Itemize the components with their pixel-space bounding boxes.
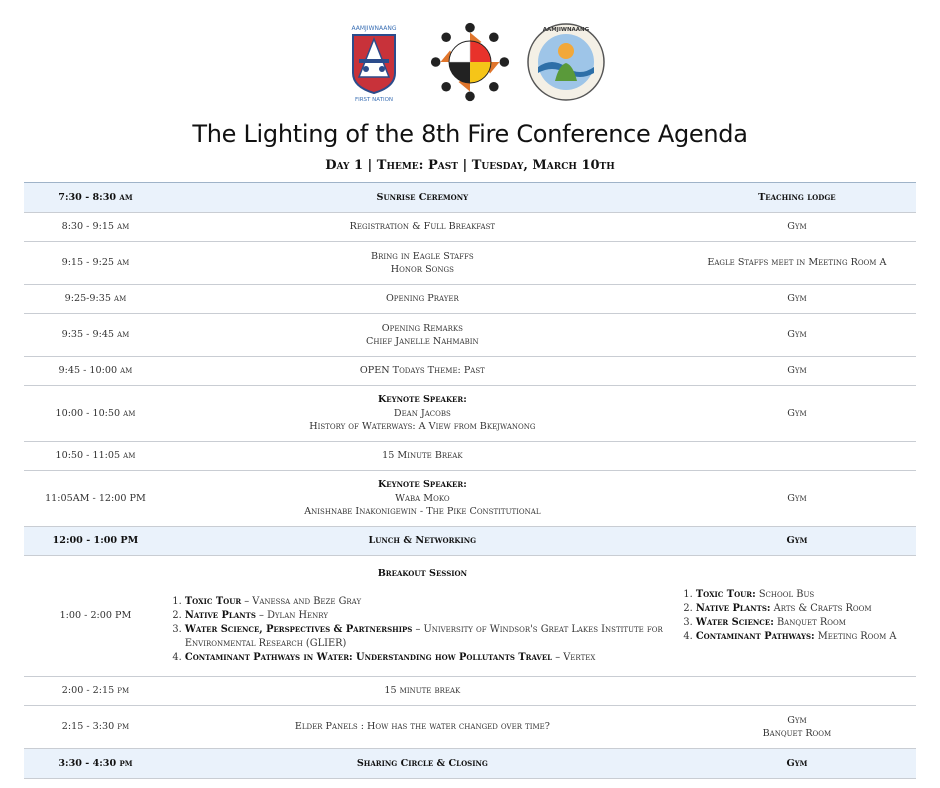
event-line: Bring in Eagle Staffs xyxy=(371,250,474,262)
agenda-row xyxy=(24,471,916,527)
agenda-row xyxy=(24,314,916,357)
time-cell: 8:30 - 9:15 am xyxy=(24,213,167,242)
keynote-label: Keynote Speaker: xyxy=(377,479,467,491)
time-cell: 1:00 - 2:00 PM xyxy=(24,556,167,677)
breakout-list xyxy=(171,595,674,665)
talk-title: Anishnabe Inakonigewin - The Pike Constitutional xyxy=(304,506,541,518)
time-cell: 9:25-9:35 am xyxy=(24,285,167,314)
time-cell: 9:15 - 9:25 am xyxy=(24,242,167,285)
event-cell: Sharing Circle & Closing xyxy=(167,749,678,779)
location-cell: Gym xyxy=(678,314,916,357)
location-cell: Gym xyxy=(678,285,916,314)
logo-bar xyxy=(0,18,940,106)
event-cell: OPEN Todays Theme: Past xyxy=(167,357,678,386)
event-cell: Registration & Full Breakfast xyxy=(167,213,678,242)
location-cell xyxy=(678,706,916,749)
agenda-row xyxy=(24,357,916,386)
event-cell: 15 minute break xyxy=(167,677,678,706)
agenda-row xyxy=(24,183,916,213)
breakout-item: 1. Toxic Tour – Vanessa and Beze Gray xyxy=(185,595,674,609)
event-cell: Elder Panels : How has the water changed over time? xyxy=(167,706,678,749)
location-line: Banquet Room xyxy=(762,728,832,739)
keynote-label: Keynote Speaker: xyxy=(377,394,467,406)
breakout-location-item: 3. Water Science: Banquet Room xyxy=(696,616,912,630)
svg-text:AAMJIWNAANG: AAMJIWNAANG xyxy=(542,27,590,33)
location-cell: Gym xyxy=(678,213,916,242)
speaker-name: Dean Jacobs xyxy=(393,407,451,419)
location-cell: Eagle Staffs meet in Meeting Room A xyxy=(678,242,916,285)
location-cell xyxy=(678,442,916,471)
time-cell: 7:30 - 8:30 am xyxy=(24,183,167,213)
speaker-name: Waba Moko xyxy=(395,492,450,504)
event-cell xyxy=(167,242,678,285)
location-cell: Gym xyxy=(678,527,916,556)
location-cell: Teaching lodge xyxy=(678,183,916,213)
event-cell: Opening Prayer xyxy=(167,285,678,314)
agenda-row xyxy=(24,706,916,749)
agenda-row-breakout xyxy=(24,556,916,677)
time-cell: 3:30 - 4:30 pm xyxy=(24,749,167,779)
agenda-row xyxy=(24,213,916,242)
time-cell: 10:00 - 10:50 am xyxy=(24,386,167,442)
location-cell: Gym xyxy=(678,386,916,442)
breakout-item: 3. Water Science, Perspectives & Partnerships – University of Windsor's Great Lakes Institute for Environmental Research (GLIER) xyxy=(185,623,674,651)
svg-text:FIRST NATION: FIRST NATION xyxy=(354,97,394,103)
breakout-location-item: 2. Native Plants: Arts & Crafts Room xyxy=(696,602,912,616)
time-cell: 9:35 - 9:45 am xyxy=(24,314,167,357)
agenda-row xyxy=(24,386,916,442)
breakout-item: 2. Native Plants – Dylan Henry xyxy=(185,609,674,623)
breakout-location-item: 4. Contaminant Pathways: Meeting Room A xyxy=(696,630,912,644)
agenda-row xyxy=(24,442,916,471)
event-cell: 15 Minute Break xyxy=(167,442,678,471)
time-cell: 2:15 - 3:30 pm xyxy=(24,706,167,749)
breakout-title: Breakout Session xyxy=(377,568,468,580)
event-cell xyxy=(167,471,678,527)
aamjiwnaang-environment-logo xyxy=(525,18,607,106)
location-cell: Gym xyxy=(678,357,916,386)
location-cell: Gym xyxy=(678,471,916,527)
time-cell: 10:50 - 11:05 am xyxy=(24,442,167,471)
page-title: The Lighting of the 8th Fire Conference Agenda xyxy=(192,120,748,148)
time-cell: 11:05AM - 12:00 PM xyxy=(24,471,167,527)
agenda-row xyxy=(24,527,916,556)
event-line: Honor Songs xyxy=(390,264,454,275)
event-cell xyxy=(167,556,678,677)
day-subtitle: Day 1 | Theme: Past | Tuesday, March 10th xyxy=(325,158,615,173)
event-cell: Lunch & Networking xyxy=(167,527,678,556)
talk-title: History of Waterways: A View from Bkejwanong xyxy=(309,421,536,433)
location-line: Gym xyxy=(787,714,807,726)
agenda-table xyxy=(24,182,916,779)
time-cell: 12:00 - 1:00 PM xyxy=(24,527,167,556)
breakout-location-item: 1. Toxic Tour: School Bus xyxy=(696,588,912,602)
event-cell xyxy=(167,386,678,442)
agenda-row xyxy=(24,242,916,285)
time-cell: 2:00 - 2:15 pm xyxy=(24,677,167,706)
location-cell: Gym xyxy=(678,749,916,779)
event-line: Chief Janelle Nahmabin xyxy=(366,336,479,347)
breakout-location-list xyxy=(682,588,912,644)
agenda-row xyxy=(24,285,916,314)
svg-text:AAMJIWNAANG: AAMJIWNAANG xyxy=(351,25,397,32)
aamjiwnaang-first-nation-logo xyxy=(333,18,415,106)
event-line: Opening Remarks xyxy=(381,322,463,334)
agenda-row xyxy=(24,677,916,706)
breakout-item: 4. Contaminant Pathways in Water: Understanding how Pollutants Travel – Vertex xyxy=(185,651,674,665)
time-cell: 9:45 - 10:00 am xyxy=(24,357,167,386)
agenda-row xyxy=(24,749,916,779)
location-cell xyxy=(678,677,916,706)
location-cell xyxy=(678,556,916,677)
event-cell: Sunrise Ceremony xyxy=(167,183,678,213)
medicine-wheel-logo xyxy=(429,18,511,106)
event-cell xyxy=(167,314,678,357)
